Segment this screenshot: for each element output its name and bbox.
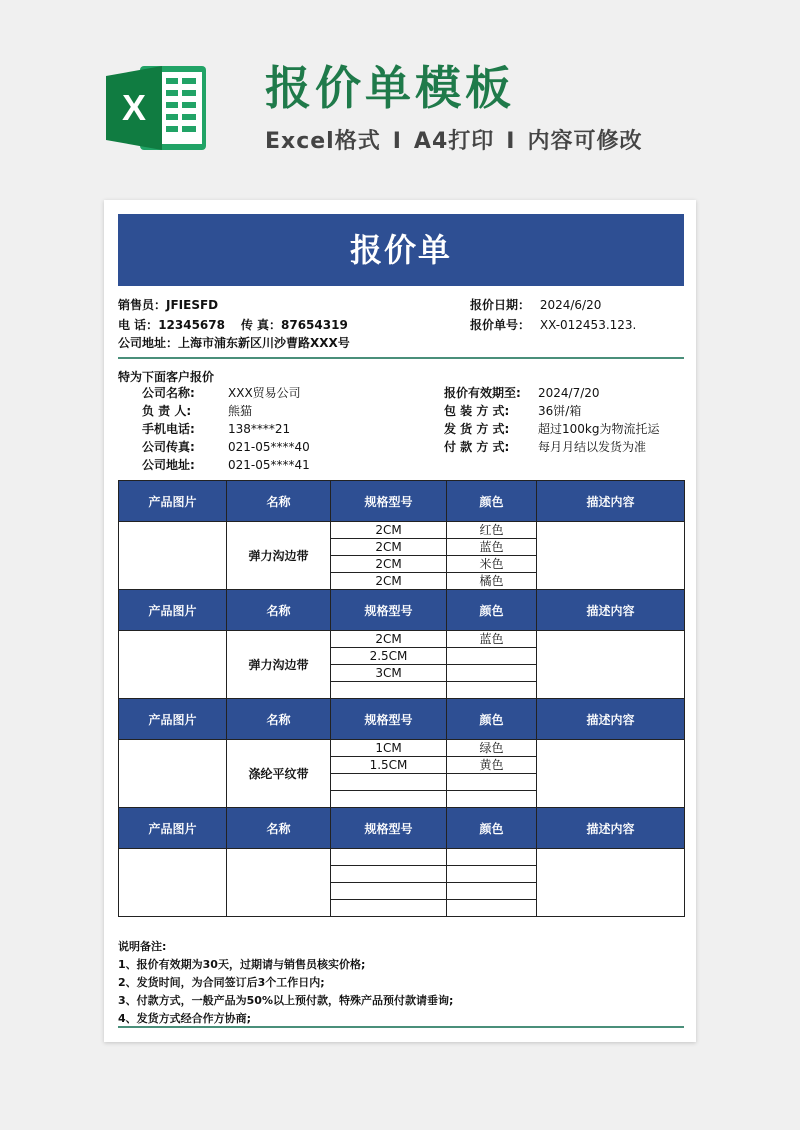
product-image-cell <box>119 849 227 917</box>
client-field-value: 36饼/箱 <box>538 404 582 418</box>
column-header-name: 名称 <box>227 808 331 849</box>
client-field <box>142 384 310 402</box>
client-field-label: 负 责 人: <box>142 404 192 418</box>
color-cell <box>447 648 537 665</box>
quote-no-value: XX-012453.123. <box>539 318 637 332</box>
client-field-label: 报价有效期至: <box>444 386 521 400</box>
sales-value: JFIESFD <box>166 298 219 312</box>
quote-date-row <box>470 296 601 314</box>
client-field-value: 2024/7/20 <box>538 386 600 400</box>
quote-banner-title: 报价单 <box>118 214 684 286</box>
spec-cell: 2CM <box>331 539 447 556</box>
spec-cell <box>331 883 447 900</box>
subtitle-format: Excel格式 <box>265 129 381 154</box>
table-row <box>119 522 685 539</box>
spec-cell: 1.5CM <box>331 757 447 774</box>
template-subtitle <box>265 126 642 158</box>
template-title: 报价单模板 <box>265 61 515 115</box>
product-image-cell <box>119 740 227 808</box>
spec-cell: 3CM <box>331 665 447 682</box>
spec-cell: 1CM <box>331 740 447 757</box>
color-cell <box>447 849 537 866</box>
note-item: 3、付款方式，一般产品为50%以上预付款，特殊产品预付款请垂询; <box>118 994 454 1007</box>
client-field-label: 发 货 方 式: <box>444 422 510 436</box>
spec-cell <box>331 900 447 917</box>
column-header-name: 名称 <box>227 481 331 522</box>
color-cell: 蓝色 <box>447 631 537 648</box>
color-cell <box>447 883 537 900</box>
note-item: 1、报价有效期为30天，过期请与销售员核实价格; <box>118 958 366 971</box>
quote-sheet <box>104 200 696 1042</box>
address-value: 上海市浦东新区川沙曹路XXX号 <box>178 336 350 350</box>
spec-cell: 2.5CM <box>331 648 447 665</box>
column-header-name: 名称 <box>227 590 331 631</box>
color-cell: 绿色 <box>447 740 537 757</box>
client-field <box>444 420 659 438</box>
client-field-value: 每月月结以发货为准 <box>538 440 647 454</box>
subtitle-editable: 内容可修改 <box>527 129 643 154</box>
subtitle-separator: I <box>506 129 516 154</box>
column-header-spec: 规格型号 <box>331 699 447 740</box>
color-cell <box>447 774 537 791</box>
column-header-spec: 规格型号 <box>331 590 447 631</box>
note-item: 4、发货方式经合作方协商; <box>118 1012 252 1025</box>
client-field <box>444 384 659 402</box>
product-name: 弹力沟边带 <box>227 522 331 590</box>
client-field <box>142 438 310 456</box>
client-field-value: XXX贸易公司 <box>228 386 301 400</box>
address-label: 公司地址： <box>118 336 179 350</box>
client-info-right <box>444 384 659 456</box>
column-header-name: 名称 <box>227 699 331 740</box>
fax-label: 传 真： <box>240 318 281 332</box>
client-field <box>142 456 310 474</box>
fax-value: 87654319 <box>281 318 348 332</box>
client-field-label: 公司传真: <box>142 440 195 454</box>
note-item: 2、发货时间，为合同签订后3个工作日内; <box>118 976 325 989</box>
client-heading: 特为下面客户报价 <box>118 370 215 384</box>
table-header-row <box>119 808 685 849</box>
color-cell <box>447 682 537 699</box>
product-image-cell <box>119 522 227 590</box>
color-cell <box>447 791 537 808</box>
column-header-color: 颜色 <box>447 481 537 522</box>
client-field <box>444 438 659 456</box>
column-header-spec: 规格型号 <box>331 481 447 522</box>
product-name: 涤纶平纹带 <box>227 740 331 808</box>
quote-no-row <box>470 316 636 334</box>
spec-cell: 2CM <box>331 573 447 590</box>
client-field-label: 公司名称: <box>142 386 195 400</box>
sales-label: 销售员： <box>118 298 167 312</box>
phone-label: 电 话： <box>118 318 159 332</box>
client-field-value: 超过100kg为物流托运 <box>538 422 660 436</box>
color-cell: 红色 <box>447 522 537 539</box>
color-cell <box>447 866 537 883</box>
column-header-spec: 规格型号 <box>331 808 447 849</box>
color-cell: 橘色 <box>447 573 537 590</box>
subtitle-separator: I <box>392 129 402 154</box>
color-cell: 米色 <box>447 556 537 573</box>
quote-date-label: 报价日期： <box>470 298 531 312</box>
spec-cell <box>331 866 447 883</box>
seller-sales-row <box>118 296 218 314</box>
color-cell: 黄色 <box>447 757 537 774</box>
spec-cell: 2CM <box>331 631 447 648</box>
column-header-color: 颜色 <box>447 590 537 631</box>
column-header-color: 颜色 <box>447 699 537 740</box>
table-header-row <box>119 699 685 740</box>
description-cell <box>537 631 685 699</box>
client-field-value: 021-05****40 <box>228 440 310 454</box>
notes-section <box>118 938 453 1028</box>
product-image-cell <box>119 631 227 699</box>
template-header <box>0 0 800 200</box>
phone-value: 12345678 <box>158 318 225 332</box>
table-header-row <box>119 481 685 522</box>
color-cell <box>447 900 537 917</box>
section-divider <box>118 357 684 359</box>
subtitle-print: A4打印 <box>413 129 495 154</box>
svg-text:X: X <box>121 87 147 128</box>
quote-table <box>118 480 685 917</box>
table-header-row <box>119 590 685 631</box>
seller-phone-row <box>118 316 348 334</box>
client-field <box>142 420 310 438</box>
spec-cell <box>331 849 447 866</box>
product-name <box>227 849 331 917</box>
color-cell <box>447 665 537 682</box>
client-field-value: 熊猫 <box>228 404 253 418</box>
column-header-description: 描述内容 <box>537 699 685 740</box>
client-info-left <box>142 384 310 474</box>
table-row <box>119 740 685 757</box>
column-header-description: 描述内容 <box>537 808 685 849</box>
table-row <box>119 849 685 866</box>
spec-cell <box>331 774 447 791</box>
quote-no-label: 报价单号： <box>470 318 531 332</box>
client-field-value: 138****21 <box>228 422 291 436</box>
column-header-product-image: 产品图片 <box>119 590 227 631</box>
column-header-product-image: 产品图片 <box>119 481 227 522</box>
excel-icon <box>104 62 208 154</box>
quote-date-value: 2024/6/20 <box>539 298 602 312</box>
product-name: 弹力沟边带 <box>227 631 331 699</box>
client-field-label: 手机电话: <box>142 422 195 436</box>
spec-cell <box>331 682 447 699</box>
client-field-label: 包 装 方 式: <box>444 404 510 418</box>
bottom-divider <box>118 1026 684 1028</box>
column-header-product-image: 产品图片 <box>119 808 227 849</box>
client-field-label: 付 款 方 式: <box>444 440 510 454</box>
description-cell <box>537 740 685 808</box>
column-header-product-image: 产品图片 <box>119 699 227 740</box>
column-header-description: 描述内容 <box>537 590 685 631</box>
client-field-value: 021-05****41 <box>228 458 310 472</box>
client-field-label: 公司地址: <box>142 458 195 472</box>
description-cell <box>537 522 685 590</box>
description-cell <box>537 849 685 917</box>
seller-address-row <box>118 334 350 352</box>
color-cell: 蓝色 <box>447 539 537 556</box>
column-header-color: 颜色 <box>447 808 537 849</box>
table-row <box>119 631 685 648</box>
spec-cell <box>331 791 447 808</box>
spec-cell: 2CM <box>331 522 447 539</box>
column-header-description: 描述内容 <box>537 481 685 522</box>
client-field <box>142 402 310 420</box>
spec-cell: 2CM <box>331 556 447 573</box>
client-field <box>444 402 659 420</box>
notes-heading: 说明备注: <box>118 940 167 953</box>
